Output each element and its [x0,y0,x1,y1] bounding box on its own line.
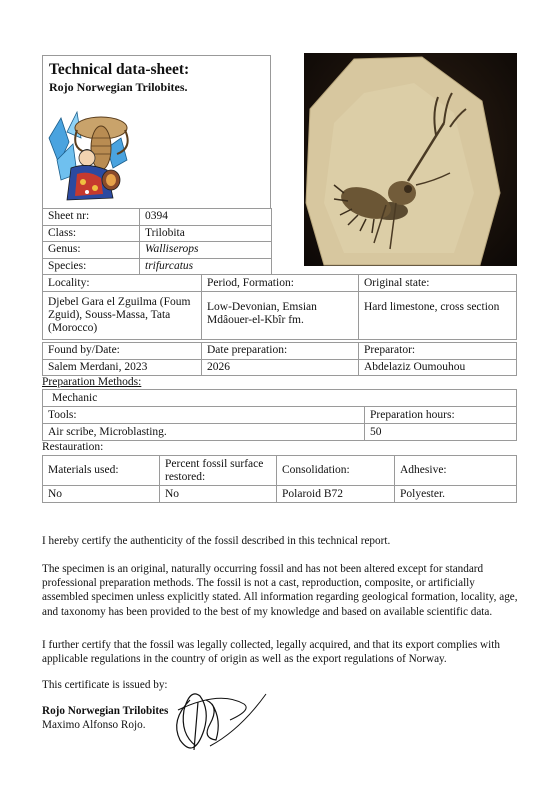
certificate-paragraph-3: I further certify that the fossil was legally collected, legally acquired, and that its export complies with applicable regulations in the country of origin as well as the export regulations of Norway. [42,639,500,666]
percent-restored-header: Percent fossil surface restored: [160,456,277,486]
date-preparation-value: 2026 [202,359,359,376]
preparation-hours-value: 50 [365,424,517,441]
locality-value: Djebel Gara el Zguilma (Foum Zguid), Souss-Massa, Tata (Morocco) [43,292,202,340]
specimen-table [42,208,272,275]
handwritten-signature [160,680,270,760]
fossil-photo [304,53,517,266]
period-value: Low-Devonian, Emsian Mdâouer-el-Kbîr fm. [202,292,359,340]
fossil-specimen-image [304,53,517,266]
restauration-table [42,455,517,503]
locality-header: Locality: [43,275,202,292]
adhesive-header: Adhesive: [395,456,517,486]
table-row [43,242,272,259]
title-box [42,55,271,208]
species-value: trifurcatus [140,258,272,275]
locality-table [42,274,517,340]
table-row [43,258,272,275]
species-label: Species: [43,258,140,275]
tools-value: Air scribe, Microblasting. [43,424,365,441]
date-preparation-header: Date preparation: [202,343,359,360]
table-row [43,424,517,441]
table-row [43,209,272,226]
found-by-value: Salem Merdani, 2023 [43,359,202,376]
preparator-value: Abdelaziz Oumouhou [359,359,517,376]
consolidation-header: Consolidation: [277,456,395,486]
method-value: Mechanic [43,390,517,407]
genus-value: Walliserops [140,242,272,259]
table-header-row [43,343,517,360]
table-row [43,292,517,340]
page-title: Technical data-sheet: [49,61,190,78]
table-header-row [43,456,517,486]
found-table [42,342,517,376]
original-state-header: Original state: [359,275,517,292]
table-row [43,486,517,503]
preparation-methods-label: Preparation Methods: [42,376,142,388]
table-row [43,390,517,407]
period-header: Period, Formation: [202,275,359,292]
preparation-hours-header: Preparation hours: [365,407,517,424]
trilobite-logo-illustration [47,108,137,204]
table-row [43,225,272,242]
restauration-label: Restauration: [42,441,104,453]
tools-header: Tools: [43,407,365,424]
class-value: Trilobita [140,225,272,242]
table-header-row [43,407,517,424]
consolidation-value: Polaroid B72 [277,486,395,503]
table-row [43,359,517,376]
found-by-header: Found by/Date: [43,343,202,360]
sheet-nr-label: Sheet nr: [43,209,140,226]
table-header-row [43,275,517,292]
preparation-table [42,389,517,441]
sheet-nr-value: 0394 [140,209,272,226]
company-subtitle: Rojo Norwegian Trilobites. [49,80,188,94]
materials-used-value: No [43,486,160,503]
issuer-company: Rojo Norwegian Trilobites [42,705,169,717]
issuer-name: Maximo Alfonso Rojo. [42,719,146,731]
adhesive-value: Polyester. [395,486,517,503]
certificate-paragraph-2: The specimen is an original, naturally occurring fossil and has not been altered except for standard professional preparation methods. The fossil is not a cast, reproduction, composite, or artificially assembled specimen unless explicitly stated. All information regarding geological formation, locality, age, and taxonomy has been provided to the best of my knowledge and based on available scientific data. [42,563,518,618]
class-label: Class: [43,225,140,242]
genus-label: Genus: [43,242,140,259]
certificate-paragraph-4: This certificate is issued by: [42,679,168,691]
percent-restored-value: No [160,486,277,503]
preparator-header: Preparator: [359,343,517,360]
certificate-paragraph-1: I hereby certify the authenticity of the fossil described in this technical report. [42,535,391,547]
original-state-value: Hard limestone, cross section [359,292,517,340]
materials-used-header: Materials used: [43,456,160,486]
